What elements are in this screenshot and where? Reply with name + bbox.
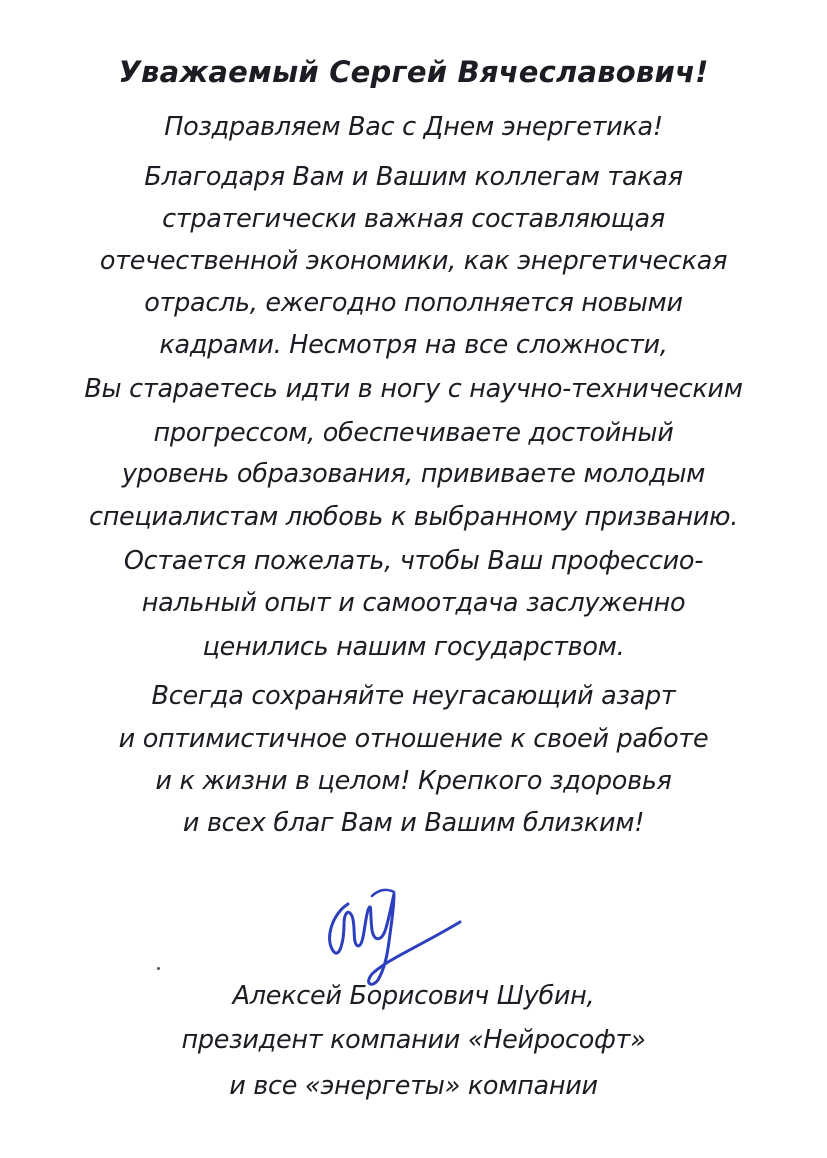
greeting-line: Поздравляем Вас с Днем энергетика! [164,112,663,142]
wishes-line: и оптимистичное отношение к своей работе [118,724,709,754]
body-line: уровень образования, прививаете молодым [121,459,706,489]
wishes-line: и всех благ Вам и Вашим близким! [182,808,645,838]
ink-dot [157,967,160,970]
wishes-line: Всегда сохраняйте неугасающий азарт [151,681,676,711]
body-line: нальный опыт и самоотдача заслуженно [141,588,686,618]
body-line: отрасль, ежегодно пополняется новыми [144,288,683,318]
signer-name: Алексей Борисович Шубин, [232,981,595,1011]
wishes-line: и к жизни в целом! Крепкого здоровья [155,766,672,796]
body-line: кадрами. Несмотря на все сложности, [159,330,668,360]
body-line: Вы стараетесь идти в ногу с научно-техническим [84,374,743,404]
salutation: Уважаемый Сергей Вячеславович! [118,55,709,89]
signer-team: и все «энергеты» компании [229,1071,598,1101]
body-line: Остается пожелать, чтобы Ваш профессио- [123,546,704,576]
signer-title: президент компании «Нейрософт» [181,1025,646,1055]
body-line: Благодаря Вам и Вашим коллегам такая [144,162,683,192]
body-line: отечественной экономики, как энергетическая [99,246,728,276]
body-line: ценились нашим государством. [202,632,625,662]
handwritten-signature-icon [310,880,480,990]
body-line: специалистам любовь к выбранному призванию. [88,502,739,532]
body-line: прогрессом, обеспечиваете достойный [153,418,674,448]
body-line: стратегически важная составляющая [162,204,665,234]
